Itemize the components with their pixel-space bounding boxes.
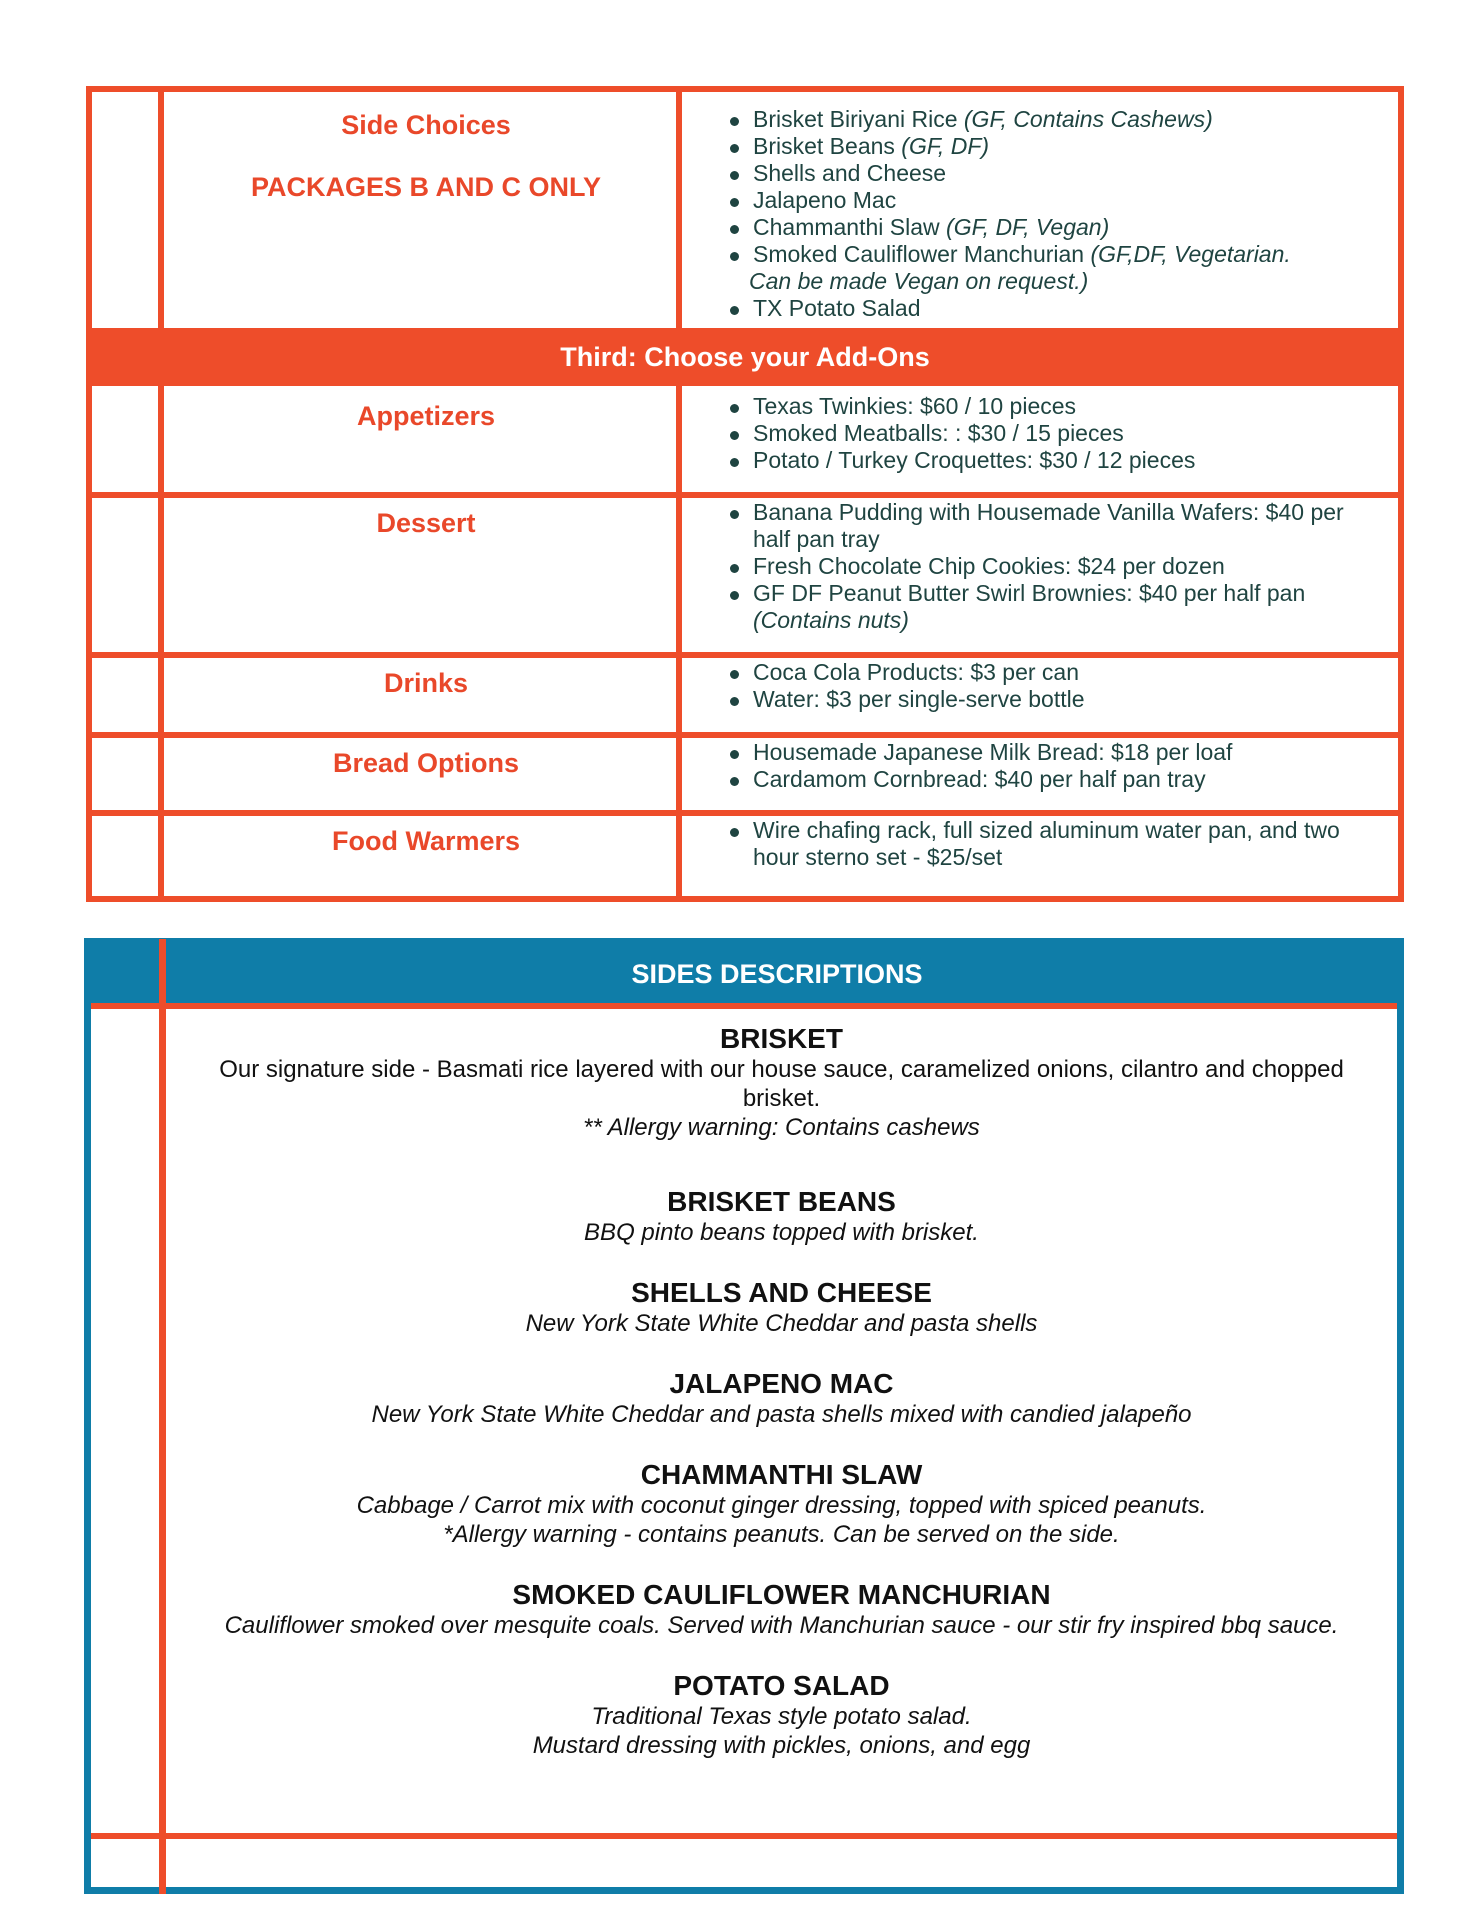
side-title: CHAMMANTHI SLAW <box>640 1459 923 1490</box>
list-item: Chammanthi Slaw (GF, DF, Vegan) <box>690 214 1390 241</box>
bread-list-cell <box>690 739 1390 793</box>
list-item: Smoked Cauliflower Manchurian (GF,DF, Vegetarian. Can be made Vegan on request.) <box>690 241 1390 295</box>
list-item: Banana Pudding with Housemade Vanilla Wafers: $40 per half pan tray <box>690 499 1390 553</box>
side-text: *Allergy warning - contains peanuts. Can be served on the side. <box>443 1521 1120 1548</box>
list-item: Smoked Meatballs: : $30 / 15 pieces <box>690 420 1390 447</box>
bread-options-label: Bread Options <box>332 748 520 778</box>
side-text: Our signature side - Basmati rice layered with our house sauce, caramelized onions, cilantro and chopped brisket. <box>219 1056 1344 1112</box>
side-description <box>166 1459 1397 1549</box>
list-item: Wire chafing rack, full sized aluminum water pan, and two hour sterno set - $25/set <box>690 817 1390 871</box>
side-title: SHELLS AND CHEESE <box>631 1277 932 1308</box>
side-title: BRISKET <box>720 1023 843 1054</box>
add-ons-table <box>86 86 1404 902</box>
appetizers-list-cell <box>690 393 1390 474</box>
sides-descriptions-title: SIDES DESCRIPTIONS <box>631 958 923 989</box>
row-divider <box>92 810 1398 816</box>
list-item: Jalapeno Mac <box>690 187 1390 214</box>
dessert-list <box>690 499 1390 634</box>
warmers-list <box>690 817 1390 871</box>
row-divider <box>91 1003 1397 1009</box>
side-text: BBQ pinto beans topped with brisket. <box>584 1219 979 1246</box>
warmers-list-cell <box>690 817 1390 871</box>
side-title: BRISKET BEANS <box>667 1186 896 1217</box>
list-item: Potato / Turkey Croquettes: $30 / 12 pieces <box>690 447 1390 474</box>
list-item: Water: $3 per single-serve bottle <box>690 686 1390 713</box>
drinks-list-cell <box>690 659 1390 713</box>
side-title: POTATO SALAD <box>673 1670 890 1701</box>
appetizers-label: Appetizers <box>356 401 496 431</box>
row-divider <box>92 492 1398 498</box>
side-choices-list <box>690 106 1390 322</box>
list-item: Coca Cola Products: $3 per can <box>690 659 1390 686</box>
side-text: Cauliflower smoked over mesquite coals. Served with Manchurian sauce - our stir fry inspired bbq sauce. <box>224 1612 1339 1639</box>
side-choices-list-cell <box>690 106 1390 322</box>
sides-descriptions-content <box>166 1023 1397 1790</box>
dessert-label: Dessert <box>376 508 476 538</box>
side-choices-title: Side Choices <box>341 110 511 140</box>
row-divider <box>92 732 1398 738</box>
side-title: JALAPENO MAC <box>669 1368 894 1399</box>
sides-descriptions-table <box>84 938 1404 1894</box>
side-text: Cabbage / Carrot mix with coconut ginger dressing, topped with spiced peanuts. <box>356 1492 1207 1519</box>
list-item: Brisket Biriyani Rice (GF, Contains Cashews) <box>690 106 1390 133</box>
side-title: SMOKED CAULIFLOWER MANCHURIAN <box>512 1579 1051 1610</box>
appetizers-list <box>690 393 1390 474</box>
side-description <box>166 1579 1397 1640</box>
side-description <box>166 1368 1397 1429</box>
list-item: Fresh Chocolate Chip Cookies: $24 per dozen <box>690 553 1390 580</box>
list-item: Housemade Japanese Milk Bread: $18 per loaf <box>690 739 1390 766</box>
list-item: Cardamom Cornbread: $40 per half pan tray <box>690 766 1390 793</box>
bread-list <box>690 739 1390 793</box>
list-item: Texas Twinkies: $60 / 10 pieces <box>690 393 1390 420</box>
food-warmers-label: Food Warmers <box>331 826 521 856</box>
side-text: New York State White Cheddar and pasta shells <box>525 1310 1038 1337</box>
side-description <box>166 1186 1397 1247</box>
side-text: Traditional Texas style potato salad. <box>591 1703 972 1730</box>
list-item: Brisket Beans (GF, DF) <box>690 133 1390 160</box>
row-divider <box>92 652 1398 658</box>
list-item: Shells and Cheese <box>690 160 1390 187</box>
side-description <box>166 1670 1397 1760</box>
add-ons-header <box>92 328 1398 386</box>
dessert-list-cell <box>690 499 1390 634</box>
side-description <box>166 1023 1397 1142</box>
drinks-list <box>690 659 1390 713</box>
sides-descriptions-header <box>91 945 1397 1003</box>
table-divider <box>159 939 166 1894</box>
list-item: GF DF Peanut Butter Swirl Brownies: $40 per half pan (Contains nuts) <box>690 580 1390 634</box>
drinks-label: Drinks <box>383 668 469 698</box>
packages-note: PACKAGES B AND C ONLY <box>250 172 602 202</box>
side-text: New York State White Cheddar and pasta shells mixed with candied jalapeño <box>371 1401 1192 1428</box>
add-ons-header-text: Third: Choose your Add-Ons <box>560 341 930 372</box>
row-divider <box>91 1833 1397 1839</box>
side-choices-label <box>170 108 682 204</box>
side-text: Mustard dressing with pickles, onions, and egg <box>532 1732 1031 1759</box>
list-item: TX Potato Salad <box>690 295 1390 322</box>
side-text: ** Allergy warning: Contains cashews <box>583 1114 980 1141</box>
side-description <box>166 1277 1397 1338</box>
